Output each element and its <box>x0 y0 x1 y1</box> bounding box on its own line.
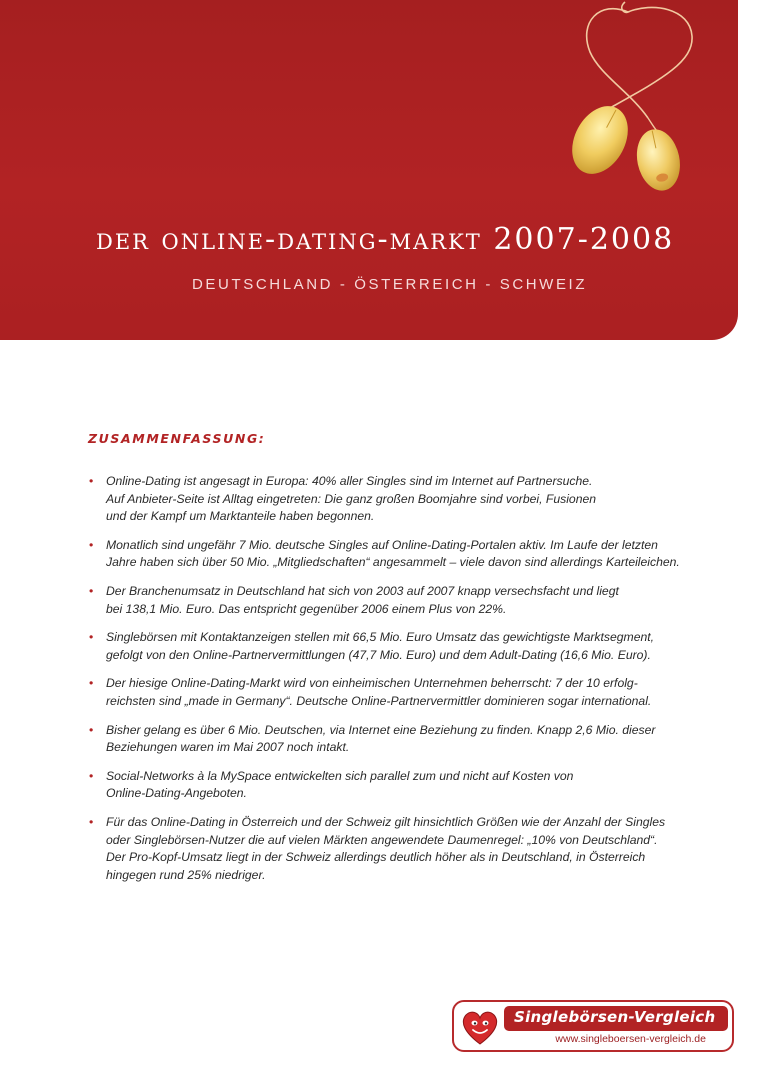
bullet-line: bei 138,1 Mio. Euro. Das entspricht gegenüber 2006 einem Plus von 22%. <box>106 601 507 616</box>
logo-name: Singlebörsen-Vergleich <box>514 1008 716 1026</box>
bullet-line: Der Pro-Kopf-Umsatz liegt in der Schweiz allerdings deutlich höher als in Deutschland, in Österreich <box>106 850 646 865</box>
summary-list <box>86 473 746 895</box>
bullet-line: Der Branchenumsatz in Deutschland hat sich von 2003 auf 2007 knapp versechsfacht und liegt <box>106 583 619 598</box>
bullet-line: Online-Dating-Angeboten. <box>106 786 247 801</box>
bullet-line: Jahre haben sich über 50 Mio. „Mitgliedschaften“ angesammelt – viele davon sind allerdings Karteileichen. <box>106 555 680 570</box>
bullet-line: gefolgt von den Online-Partnervermittlungen (47,7 Mio. Euro) und dem Adult-Dating (16,6 Mio. Euro). <box>106 647 651 662</box>
summary-bullet <box>86 629 746 664</box>
bullet-line: reichsten sind „made in Germany“. Deutsche Online-Partnervermittler dominieren sogar international. <box>106 693 652 708</box>
bullet-line: Singlebörsen mit Kontaktanzeigen stellen mit 66,5 Mio. Euro Umsatz das gewichtigste Marktsegment, <box>106 630 655 645</box>
bullet-line: Der hiesige Online-Dating-Markt wird von einheimischen Unternehmen beherrscht: 7 der 10 erfolg- <box>106 676 638 691</box>
summary-bullet <box>86 722 746 757</box>
bullet-line: Monatlich sind ungefähr 7 Mio. deutsche Singles auf Online-Dating-Portalen aktiv. Im Laufe der letzten <box>106 537 658 552</box>
logo-url: www.singleboersen-vergleich.de <box>555 1033 706 1045</box>
bullet-line: Beziehungen waren im Mai 2007 noch intakt. <box>106 740 350 755</box>
bullet-line: hingegen rund 25% niedriger. <box>106 867 266 882</box>
header-banner <box>0 0 738 340</box>
page-subtitle: DEUTSCHLAND - ÖSTERREICH - SCHWEIZ <box>192 276 588 293</box>
bullet-line: Bisher gelang es über 6 Mio. Deutschen, via Internet eine Beziehung zu finden. Knapp 2,6 Mio. dieser <box>106 722 656 737</box>
summary-heading: ZUSAMMENFASSUNG: <box>88 431 266 446</box>
bullet-line: Social-Networks à la MySpace entwickelten sich parallel zum und nicht auf Kosten von <box>106 768 574 783</box>
bullet-line: Online-Dating ist angesagt in Europa: 40% aller Singles sind im Internet auf Partnersuche. <box>106 474 593 488</box>
summary-bullet <box>86 473 746 526</box>
summary-bullet <box>86 768 746 803</box>
summary-bullet <box>86 675 746 710</box>
computer-mice-heart-cable-icon <box>540 0 738 200</box>
brand-logo <box>452 1000 734 1052</box>
bullet-line: oder Singlebörsen-Nutzer die auf vielen Märkten angewendete Daumenregel: „10% von Deutschland“. <box>106 832 658 847</box>
bullet-line: und der Kampf um Marktanteile haben begonnen. <box>106 509 375 524</box>
summary-bullet <box>86 814 746 884</box>
bullet-line: Auf Anbieter-Seite ist Alltag eingetreten: Die ganz großen Boomjahre sind vorbei, Fusionen <box>106 491 597 506</box>
heart-face-icon <box>460 1008 500 1048</box>
bullet-line: Für das Online-Dating in Österreich und der Schweiz gilt hinsichtlich Größen wie der Anzahl der Singles <box>106 814 666 829</box>
summary-bullet <box>86 537 746 572</box>
summary-bullet <box>86 583 746 618</box>
page-title: der online-dating-markt 2007-2008 <box>96 222 675 257</box>
